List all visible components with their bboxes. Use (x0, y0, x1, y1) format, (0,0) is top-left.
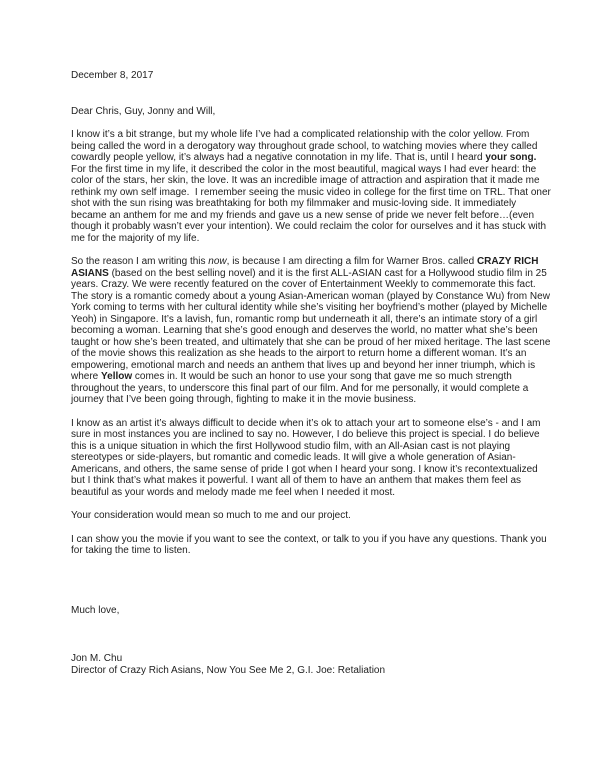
text-run-bold: CRAZY RICH ASIANS (71, 256, 541, 279)
paragraph-4 (71, 510, 552, 522)
text-run: , is because I am directing a film for Warner Bros. called (226, 256, 477, 267)
paragraph-2 (71, 256, 552, 406)
signature-name: Jon M. Chu (71, 653, 123, 664)
text-run: For the first time in my life, it described the color in the most beautiful, magical ways I had ever heard: the color of the stars, her skin, the love. It was an incredible image of attraction and aspiration that it made me rethink my own self image. I remember seeing the music video in college for the first time on TRL. That oner shot with the sun rising was breathtaking for both my filmmaker and music-loving side. It immediately became an anthem for me and my friends and gave us a new sense of pride we never felt before…(even though it probably wasn’t ever your intention). We could reclaim the color for ourselves and it has stuck with me for the majority of my life. (71, 152, 554, 244)
text-run-bold: your song. (485, 152, 537, 163)
text-run: comes in. It would be such an honor to use your song that gave me so much strength throughout the years, to underscore this final part of our film. And for me personally, it would complete a journey that I’ve been going through, fighting to make it in the movie business. (71, 371, 532, 405)
text-run: I know as an artist it’s always difficult to decide when it’s ok to attach your art to someone else’s - and I am sure in most instances you are inclined to say no. However, I do believe this project is special. I do believe this is a unique situation in which the first Hollywood studio film, with an All-Asian cast is not playing stereotypes or side-players, but romantic and comedic leads. It will give a whole generation of Asian-Americans, and others, the same sense of pride I got when I heard your song. I know it’s recontextualized but I think that’s what makes it powerful. I want all of them to have an anthem that makes them feel as beautiful as your words and melody made me feel when I needed it most. (71, 417, 544, 498)
paragraph-1 (71, 129, 552, 244)
paragraph-3 (71, 418, 552, 499)
text-run: So the reason I am writing this (71, 256, 209, 267)
text-run-bold: Yellow (101, 371, 133, 382)
letter-date: December 8, 2017 (71, 70, 154, 81)
text-run: I know it’s a bit strange, but my whole life I’ve had a complicated relationship with the color yellow. From being called the word in a derogatory way throughout grade school, to watching movies where they called cowardly people yellow, it’s always had a negative connotation in my life. That is, until I heard (71, 129, 541, 163)
text-run: Your consideration would mean so much to me and our project. (71, 510, 351, 521)
letter-body (71, 70, 552, 676)
text-run: I can show you the movie if you want to see the context, or talk to you if you have any questions. Thank you for taking the time to listen. (71, 533, 550, 556)
text-run-italic: now (208, 256, 227, 267)
signature-block (71, 653, 552, 676)
text-run: (based on the best selling novel) and it is the first ALL-ASIAN cast for a Hollywood studio film in 25 years. Crazy. We were recently featured on the cover of Entertainment Weekly to commemorate this fact. The story is a romantic comedy about a young Asian-American woman (played by Constance Wu) from New York coming to terms with her cultural identity while she’s visiting her boyfriend’s mother (played by Michelle Yeoh) in Singapore. It’s a lavish, fun, romantic romp but underneath it all, there’s an intimate story of a girl becoming a woman. Learning that she’s good enough and deserves the world, no matter what she’s been taught or how she’s been treated, and ultimately that she can be proud of her mixed heritage. The last scene of the movie shows this realization as she heads to the airport to return home a different woman. It’s an empowering, emotional march and needs an anthem that lives up and beyond her inner triumph, which is where (71, 267, 554, 382)
signature-title: Director of Crazy Rich Asians, Now You See Me 2, G.I. Joe: Retaliation (71, 664, 386, 676)
paragraph-5 (71, 534, 552, 557)
closing: Much love, (71, 604, 120, 616)
salutation: Dear Chris, Guy, Jonny and Will, (71, 105, 216, 117)
